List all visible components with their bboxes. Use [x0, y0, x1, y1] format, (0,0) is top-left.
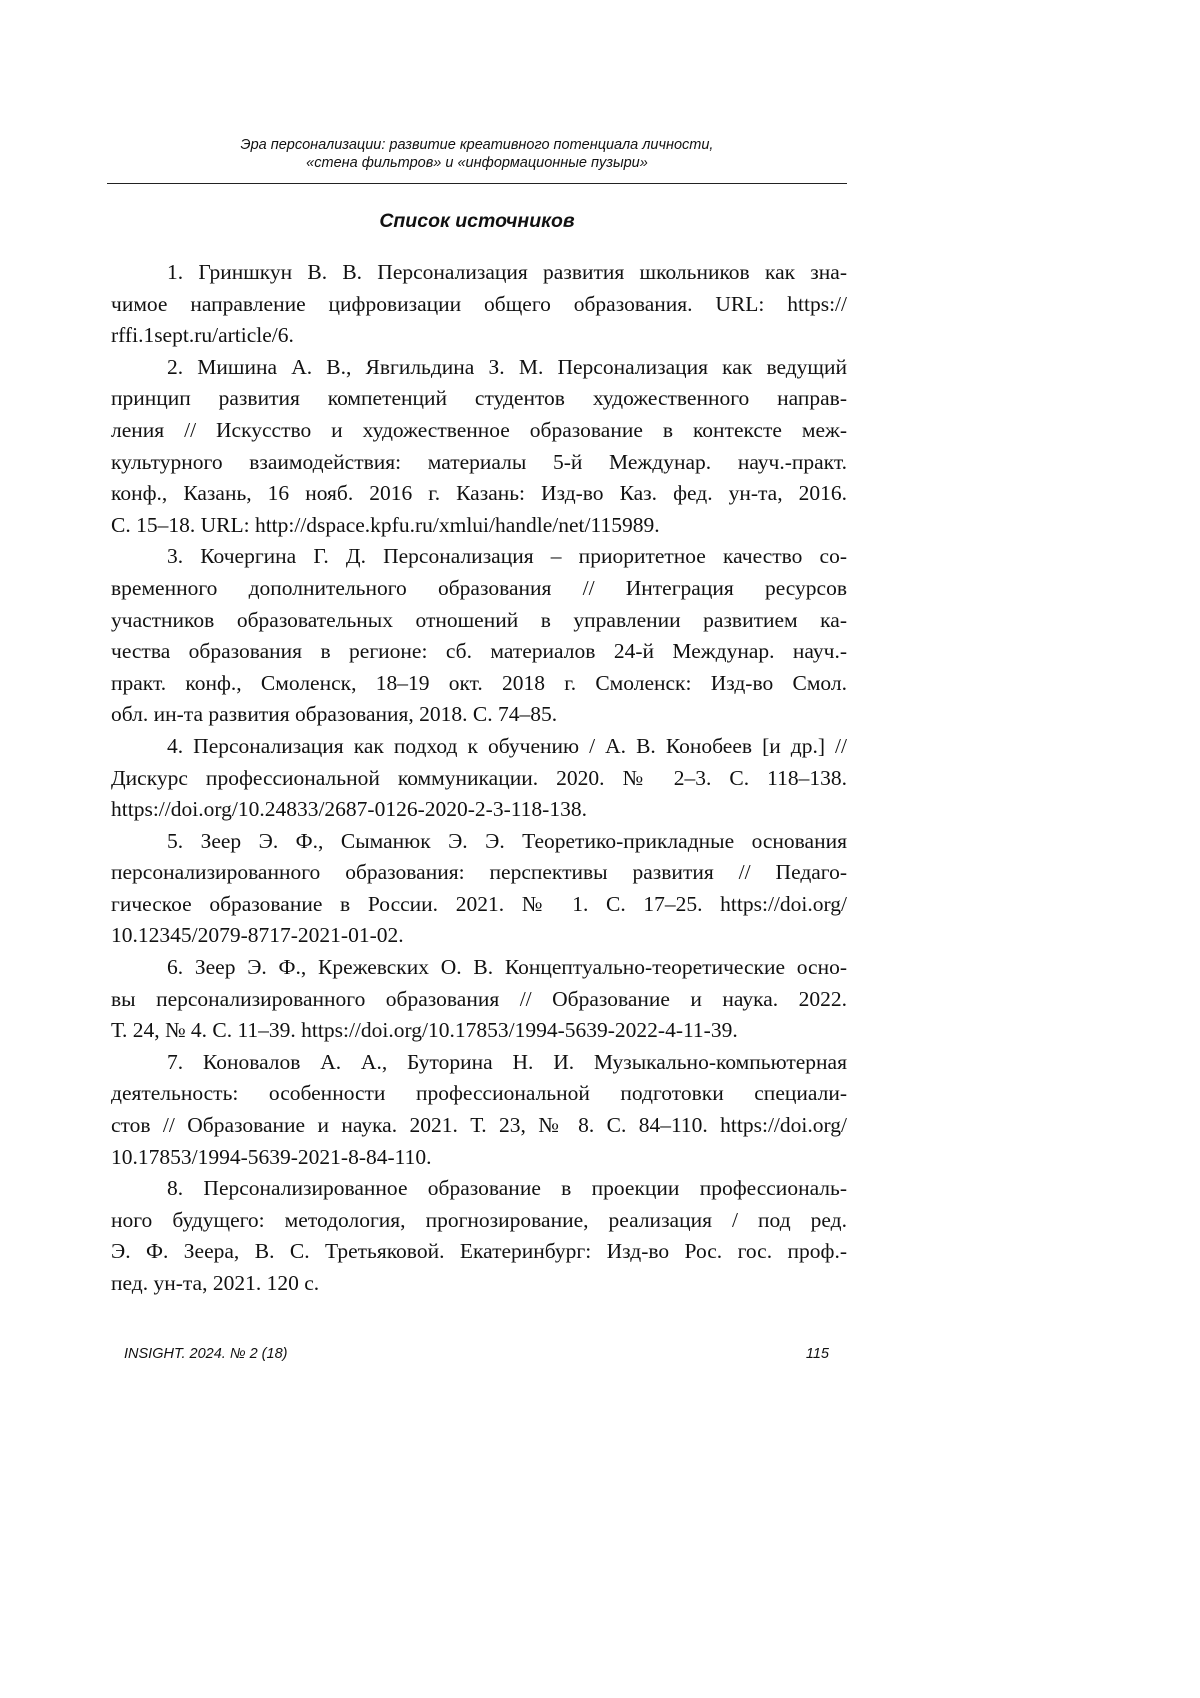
reference-line: стов // Образование и наука. 2021. Т. 23, № 8. С. 84–110. https://doi.org/	[111, 1113, 847, 1138]
reference-line: практ. конф., Смоленск, 18–19 окт. 2018 г. Смоленск: Изд-во Смол.	[111, 670, 847, 695]
running-head-line-1: Эра персонализации: развитие креативного потенциала личности,	[240, 137, 714, 153]
reference-item	[111, 352, 847, 542]
journal-footer: INSIGHT. 2024. № 2 (18)	[124, 1346, 288, 1362]
page	[107, 0, 847, 1698]
reference-line: культурного взаимодействия: материалы 5-й Междунар. науч.-практ.	[111, 449, 847, 474]
reference-line: принцип развития компетенций студентов художественного направ-	[111, 386, 847, 411]
reference-line: 6. Зеер Э. Ф., Крежевских О. В. Концептуально-теоретические осно-	[167, 955, 847, 980]
reference-line: 1. Гриншкун В. В. Персонализация развития школьников как зна-	[167, 260, 847, 284]
reference-line: временного дополнительного образования // Интеграция ресурсов	[111, 575, 847, 600]
reference-line: rffi.1sept.ru/article/6.	[111, 323, 294, 348]
page-number: 115	[805, 1346, 829, 1362]
reference-line: чества образования в регионе: сб. материалов 24-й Междунар. науч.-	[111, 639, 847, 664]
reference-line: гическое образование в России. 2021. № 1. С. 17–25. https://doi.org/	[111, 891, 847, 916]
reference-line: конф., Казань, 16 нояб. 2016 г. Казань: Изд-во Каз. фед. ун-та, 2016.	[111, 481, 847, 506]
reference-line: пед. ун-та, 2021. 120 с.	[111, 1271, 320, 1295]
reference-line: 2. Мишина А. В., Явгильдина З. М. Персонализация как ведущий	[167, 354, 847, 379]
reference-line: 4. Персонализация как подход к обучению / А. В. Конобеев [и др.] //	[167, 733, 847, 758]
reference-item	[111, 731, 847, 826]
running-head	[107, 136, 847, 172]
reference-line: обл. ин-та развития образования, 2018. С. 74–85.	[111, 702, 558, 727]
reference-line: ления // Искусство и художественное образование в контексте меж-	[111, 417, 847, 442]
header-divider	[107, 183, 847, 184]
reference-line: чимое направление цифровизации общего образования. URL: https://	[111, 291, 847, 316]
reference-item	[111, 1047, 847, 1173]
reference-line: Э. Ф. Зеера, В. С. Третьяковой. Екатеринбург: Изд-во Рос. гос. проф.-	[111, 1239, 847, 1264]
reference-item	[111, 257, 847, 352]
reference-line: С. 15–18. URL: http://dspace.kpfu.ru/xmlui/handle/net/115989.	[111, 512, 660, 537]
reference-line: 5. Зеер Э. Ф., Сыманюк Э. Э. Теоретико-прикладные основания	[167, 828, 847, 853]
reference-line: 7. Коновалов А. А., Буторина Н. И. Музыкально-компьютерная	[167, 1049, 847, 1074]
reference-item	[111, 1173, 847, 1299]
section-title: Список источников	[379, 210, 575, 232]
reference-line: вы персонализированного образования // Образование и наука. 2022.	[111, 986, 847, 1011]
reference-item	[111, 541, 847, 731]
reference-item	[111, 952, 847, 1047]
reference-line: Дискурс профессиональной коммуникации. 2020. № 2–3. С. 118–138.	[111, 765, 847, 790]
reference-line: https://doi.org/10.24833/2687-0126-2020-2-3-118-138.	[111, 797, 587, 822]
reference-item	[111, 826, 847, 952]
reference-line: Т. 24, № 4. С. 11–39. https://doi.org/10.17853/1994-5639-2022-4-11-39.	[111, 1018, 738, 1043]
running-head-line-2: «стена фильтров» и «информационные пузыри»	[306, 155, 648, 171]
reference-line: 8. Персонализированное образование в проекции профессиональ-	[167, 1176, 847, 1201]
reference-line: 10.17853/1994-5639-2021-8-84-110.	[111, 1144, 432, 1169]
reference-line: деятельность: особенности профессиональной подготовки специали-	[111, 1081, 847, 1106]
reference-line: ного будущего: методология, прогнозирование, реализация / под ред.	[111, 1207, 847, 1232]
reference-line: персонализированного образования: перспективы развития // Педаго-	[111, 860, 847, 885]
reference-line: 3. Кочергина Г. Д. Персонализация – приоритетное качество со-	[167, 544, 847, 569]
reference-list	[111, 257, 847, 1300]
reference-line: 10.12345/2079-8717-2021-01-02.	[111, 923, 404, 948]
reference-line: участников образовательных отношений в управлении развитием ка-	[111, 607, 847, 632]
